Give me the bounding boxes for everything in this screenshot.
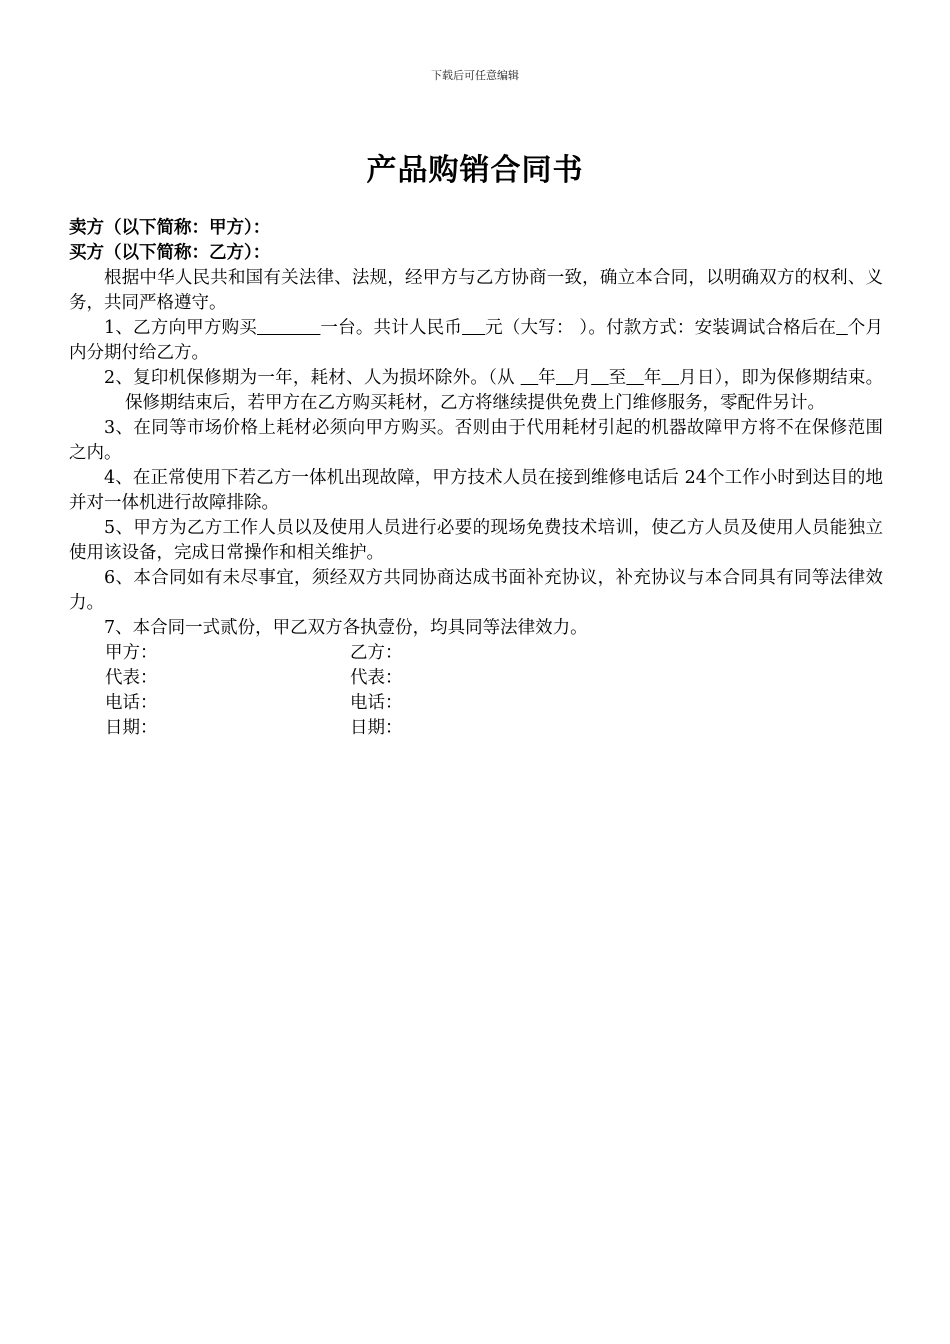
months-blank [836, 318, 848, 338]
contract-body [69, 216, 883, 741]
rep-a-label: 代表： [105, 668, 158, 688]
end-year-blank [626, 368, 643, 388]
tel-b-label: 电话： [350, 693, 403, 713]
seller-line: 卖方（以下简称：甲方）： [69, 218, 271, 238]
document-title: 产品购销合同书 [366, 153, 584, 188]
clause-2-text-d: 至 [608, 368, 627, 388]
clause-2-text-b: 年 [538, 368, 556, 388]
clause-2-text-e: 年 [643, 368, 662, 388]
clause-3: 3、在同等市场价格上耗材必须向甲方购买。否则由于代用耗材引起的机器故障甲方将不在保修范围之内。 [69, 418, 883, 463]
clause-1-text-d: 个月内分期付给乙方。 [69, 318, 884, 363]
clause-1-text-c: 元（大写： ）。付款方式：安装调试合格后在 [485, 318, 837, 338]
signature-rep-row [69, 666, 883, 691]
party-a-label: 甲方： [105, 643, 158, 663]
clause-2-text-a: 2、复印机保修期为一年，耗材、人为损坏除外。（从 [104, 368, 521, 388]
clause-2-text-c: 月 [573, 368, 592, 388]
clause-2-text-g: 日），即为保修期结束。保修期结束后，若甲方在乙方购买耗材，乙方将继续提供免费上门维修服务，零配件另计。 [125, 368, 884, 413]
start-year-blank [521, 368, 538, 388]
clause-5: 5、甲方为乙方工作人员以及使用人员进行必要的现场免费技术培训，使乙方人员及使用人员能独立使用该设备，完成日常操作和相关维护。 [69, 518, 883, 563]
intro-paragraph: 根据中华人民共和国有关法律、法规，经甲方与乙方协商一致，确立本合同，以明确双方的权利、义务，共同严格遵守。 [69, 268, 883, 313]
start-day-blank [591, 368, 608, 388]
clause-7: 7、本合同一式贰份，甲乙双方各执壹份，均具同等法律效力。 [104, 618, 588, 638]
end-month-blank [662, 368, 679, 388]
tel-a-label: 电话： [105, 693, 158, 713]
clause-1-text-a: 1、乙方向甲方购买 [104, 318, 257, 338]
product-blank [257, 318, 320, 338]
clause-1-text-b: 一台。共计人民币 [320, 318, 463, 338]
amount-blank [462, 318, 485, 338]
date-a-label: 日期： [105, 718, 158, 738]
buyer-line: 买方（以下简称：乙方）： [69, 243, 271, 263]
party-b-label: 乙方： [350, 643, 403, 663]
clause-2-text-f: 月 [679, 368, 697, 388]
clause-4: 4、在正常使用下若乙方一体机出现故障，甲方技术人员在接到维修电话后 24个工作小时到达目的地并对一体机进行故障排除。 [69, 468, 883, 513]
header-note: 下载后可任意编辑 [431, 69, 519, 82]
signature-party-row [69, 641, 883, 666]
clause-1 [69, 316, 883, 366]
rep-b-label: 代表： [350, 668, 403, 688]
signature-date-row [69, 716, 883, 741]
clause-6: 6、本合同如有未尽事宜，须经双方共同协商达成书面补充协议，补充协议与本合同具有同等法律效力。 [69, 568, 883, 613]
start-month-blank [556, 368, 573, 388]
date-b-label: 日期： [350, 718, 403, 738]
clause-2 [69, 366, 883, 416]
signature-tel-row [69, 691, 883, 716]
